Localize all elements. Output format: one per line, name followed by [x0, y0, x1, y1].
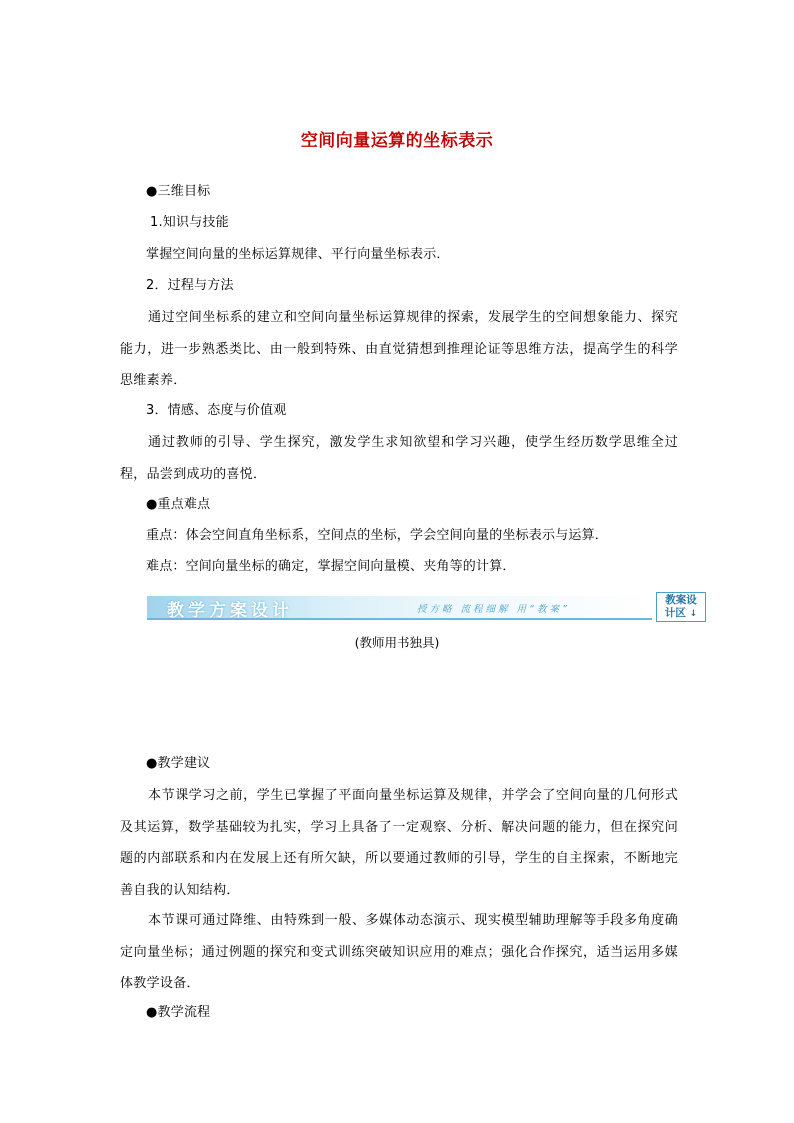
banner-slogan: 授方略 流程细解 用“教案”	[417, 604, 570, 615]
banner-box-line2-text: 计区	[664, 607, 686, 619]
goal2-text: 通过空间坐标系的建立和空间向量坐标运算规律的探索，发展学生的空间想象能力、探究能力，进一步熟悉类比、由一般到特殊、由直觉猜想到推理论证等思维方法，提高学生的科学思维素养．	[120, 310, 678, 388]
key-point: 重点：体会空间直角坐标系，空间点的坐标，学会空间向量的坐标表示与运算．	[146, 528, 609, 543]
banner-title: 教学方案设计	[167, 601, 293, 621]
suggest-paragraph-1: 本节课学习之前，学生已掌握了平面向量坐标运算及规律，并学会了空间向量的几何形式及其运算，数学基础较为扎实，学习上具备了一定观察、分析、解决问题的能力，但在探究问题的内部联系和内在发展上还有所欠缺，所以要通过教师的引导，学生的自主探索，不断地完善自我的认知结构．	[120, 788, 678, 898]
goal2-heading: 2．过程与方法	[146, 278, 234, 293]
difficult-point: 难点：空间向量坐标的确定，掌握空间向量模、夹角等的计算．	[146, 559, 516, 574]
banner-box	[656, 592, 706, 622]
goal3-heading: 3．情感、态度与价值观	[146, 403, 287, 418]
goal1-text: 掌握空间向量的坐标运算规律、平行向量坐标表示．	[146, 247, 450, 262]
key-heading: ●重点难点	[146, 497, 211, 512]
goals-heading: ●三维目标	[146, 184, 211, 199]
goal3-text: 通过教师的引导、学生探究，激发学生求知欲望和学习兴趣，使学生经历数学思维全过程，品尝到成功的喜悦．	[120, 435, 678, 482]
banner-box-line1: 教案设	[665, 594, 697, 606]
suggest-paragraph-2: 本节课可通过降维、由特殊到一般、多媒体动态演示、现实模型辅助理解等手段多角度确定向量坐标；通过例题的探究和变式训练突破知识应用的难点；强化合作探究，适当运用多媒体教学设备．	[120, 913, 678, 991]
arrow-down-icon: ↓	[689, 609, 698, 619]
teaching-plan-banner	[147, 592, 707, 622]
goal1-heading: 1.知识与技能	[150, 215, 229, 230]
suggest-heading: ●教学建议	[146, 756, 211, 771]
banner-box-line2	[657, 607, 705, 621]
flow-heading: ●教学流程	[146, 1005, 211, 1020]
caption: (教师用书独具)	[354, 635, 440, 650]
page-title: 空间向量运算的坐标表示	[300, 131, 494, 151]
